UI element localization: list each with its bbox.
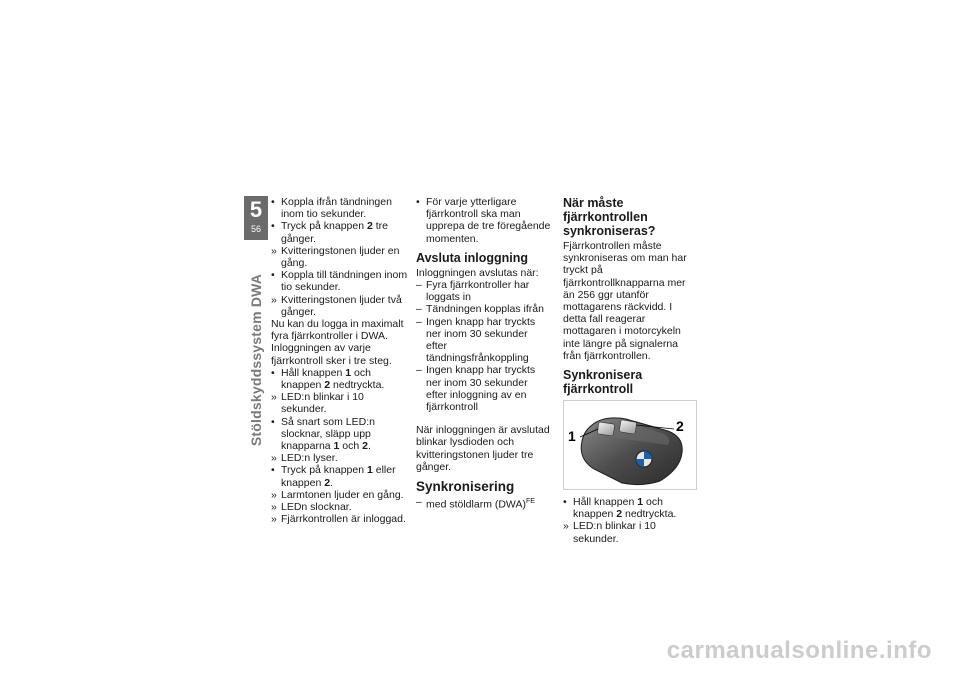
list-item: • Tryck på knappen 2 tre gånger. bbox=[271, 220, 389, 245]
list-item: • Håll knappen 1 och knappen 2 nedtryckta. bbox=[563, 496, 677, 521]
list-item: » Fjärrkontrollen är inloggad. bbox=[271, 513, 406, 526]
section-heading: Synkronisering bbox=[416, 479, 515, 495]
list-item: » LED:n blinkar i 10 sekunder. bbox=[563, 520, 656, 545]
list-item: » Larmtonen ljuder en gång. bbox=[271, 488, 404, 501]
column-1 bbox=[271, 196, 411, 525]
list-item: • Tryck på knappen 1 eller knappen 2. bbox=[271, 464, 396, 489]
list-item: • Koppla till tändningen inom tio sekunder. bbox=[271, 269, 408, 294]
chapter-number: 5 bbox=[249, 197, 263, 222]
section-heading: Synkronisera fjärrkontroll bbox=[563, 368, 643, 397]
chapter-title-vertical bbox=[246, 273, 266, 447]
list-item: – Tändningen kopplas ifrån bbox=[416, 303, 544, 316]
page-number: 56 bbox=[250, 224, 261, 234]
section-heading: Avsluta inloggning bbox=[416, 250, 529, 265]
list-item: » LED:n blinkar i 10 sekunder. bbox=[271, 391, 364, 416]
remote-control-figure bbox=[563, 400, 697, 490]
paragraph: När inloggningen är avslutad blinkar lysdioden och kvitteringstonen ljuder tre gånger. bbox=[416, 424, 550, 473]
label-1: 1 bbox=[568, 428, 576, 445]
chapter-title: Stöldskyddssystem DWA bbox=[248, 273, 264, 447]
section-heading: När måste fjärrkontrollen synkroniseras? bbox=[563, 196, 656, 238]
list-item: – Ingen knapp har tryckts ner inom 30 sekunder efter tändningsfrånkoppling bbox=[416, 315, 536, 365]
list-item: • Så snart som LED:n slocknar, släpp upp knapparna 1 och 2. bbox=[271, 415, 375, 453]
watermark: carmanualsonline.info bbox=[666, 637, 932, 664]
label-2: 2 bbox=[676, 418, 684, 435]
paragraph: Inloggningen avslutas när: bbox=[416, 266, 539, 279]
button-1 bbox=[597, 422, 615, 436]
list-item: » Kvitteringstonen ljuder en gång. bbox=[271, 244, 400, 270]
list-item: – Ingen knapp har tryckts ner inom 30 sekunder efter inloggning av en fjärrkontroll bbox=[416, 364, 536, 414]
column-2 bbox=[416, 196, 551, 511]
button-2 bbox=[619, 420, 637, 435]
list-item: • För varje ytterligare fjärrkontroll ska man upprepa de tre föregående momenten. bbox=[416, 196, 551, 245]
list-item: – med stöldlarm (DWA)$^{FE}$ bbox=[416, 496, 535, 511]
list-item: – Fyra fjärrkontroller har loggats in bbox=[416, 279, 530, 304]
superscript: FE bbox=[525, 498, 535, 506]
list-item: » LED:n lyser. bbox=[271, 452, 338, 465]
paragraph: Nu kan du logga in maximalt fyra fjärrkontroller i DWA. Inloggningen av varje fjärrkontroll sker i tre steg. bbox=[271, 318, 404, 367]
list-item: » LEDn slocknar. bbox=[271, 501, 352, 514]
remote-key-illustration bbox=[564, 401, 696, 489]
list-item: • Koppla ifrån tändningen inom tio sekunder. bbox=[271, 196, 392, 221]
paragraph: Fjärrkontrollen måste synkroniseras om man har tryckt på fjärrkontrollknapparna mer än 256 ggr utanför mottagarens räckvidd. I detta fall reagerar mottagaren i motorcykeln inte längre på signalerna från fjärrkontrollen. bbox=[563, 240, 687, 362]
list-item: • Håll knappen 1 och knappen 2 nedtryckta. bbox=[271, 366, 385, 392]
chapter-badge bbox=[244, 196, 268, 240]
key-ref: 2 bbox=[367, 220, 373, 233]
column-3 bbox=[563, 196, 698, 545]
list-item: » Kvitteringstonen ljuder två gånger. bbox=[271, 293, 402, 318]
